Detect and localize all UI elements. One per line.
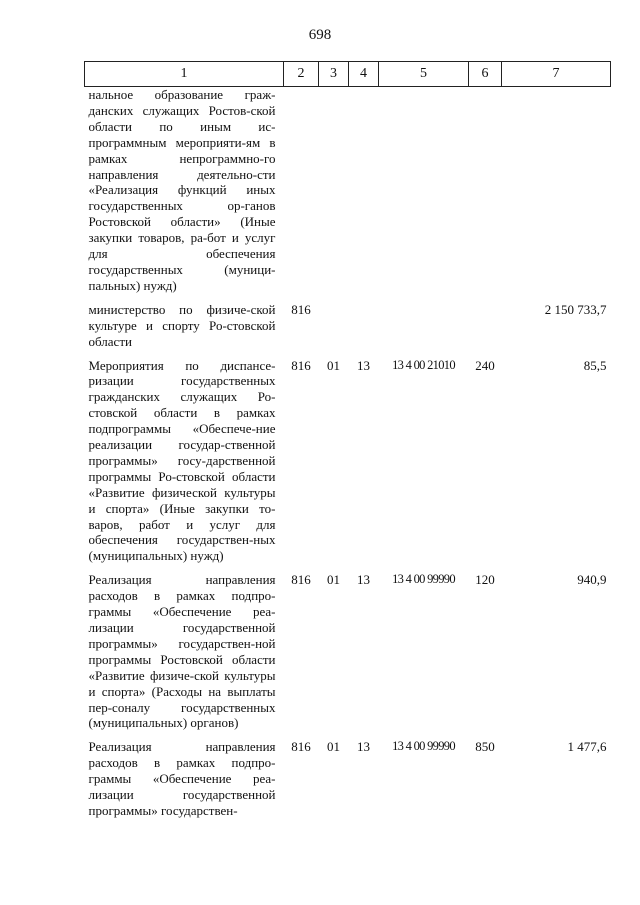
subsection-code — [349, 302, 379, 358]
target-article-code — [379, 87, 469, 302]
column-header: 5 — [379, 62, 469, 87]
table-row — [85, 358, 611, 573]
column-header: 1 — [85, 62, 284, 87]
table-row — [85, 302, 611, 358]
ministry-code: 816 — [291, 357, 311, 373]
section-code — [319, 302, 349, 358]
ministry-code: 816 — [291, 301, 311, 317]
table-row — [85, 739, 611, 819]
expense-type-code: 850 — [475, 739, 495, 755]
ministry-code — [284, 87, 319, 302]
subsection-code: 13 — [357, 739, 370, 755]
table-row — [85, 572, 611, 739]
section-code: 01 — [327, 357, 340, 373]
amount-value: 1 477,6 — [567, 739, 607, 755]
amount-value: 2 150 733,7 — [544, 301, 607, 317]
table-row — [85, 87, 611, 302]
page-number: 698 — [308, 27, 332, 43]
amount-value: 940,9 — [577, 572, 607, 588]
row-description: Реализация направления расходов в рамках подпро-граммы «Обеспечение реа-лизации государственной программы» государствен- — [88, 739, 276, 818]
row-description: нальное образование граж-данских служащих Ростов-ской области по иным ис-программным мероприяти-ям в рамках непрограммно-го направления деятельно-сти «Реализация функций иных государственных ор-ганов Ростовской области» (Иные закупки товаров, ра-бот и услуг для обеспечения государственных (муници-пальных) нужд) — [88, 87, 276, 293]
header-row — [85, 62, 611, 87]
section-code: 01 — [327, 572, 340, 588]
budget-table — [84, 61, 611, 819]
column-header: 2 — [284, 62, 319, 87]
column-header: 6 — [469, 62, 502, 87]
subsection-code — [349, 87, 379, 302]
target-article-code — [379, 302, 469, 358]
column-header: 3 — [319, 62, 349, 87]
subsection-code: 13 — [357, 572, 370, 588]
expense-type-code — [469, 87, 502, 302]
section-code: 01 — [327, 739, 340, 755]
target-article-code: 13 4 00 99990 — [392, 572, 455, 587]
subsection-code: 13 — [357, 357, 370, 373]
target-article-code: 13 4 00 99990 — [392, 739, 455, 754]
expense-type-code: 120 — [475, 572, 495, 588]
target-article-code: 13 4 00 21010 — [392, 357, 455, 372]
expense-type-code: 240 — [475, 357, 495, 373]
row-description: Реализация направления расходов в рамках подпро-граммы «Обеспечение реа-лизации государственной программы» государствен-ной программы Ростовской области «Развитие физиче-ской культуры и спорта» (Расходы на выплаты пер-соналу государственных (муниципальных) органов) — [88, 572, 276, 731]
row-description: Мероприятия по диспансе-ризации государственных гражданских служащих Ро-стовской области в рамках подпрограммы «Обеспече-ние реализации государ-ственной программы» госу-дарственной программы Ро-стовской области «Развитие физической культуры и спорта» (Иные закупки то-варов, работ и услуг для обеспечения государствен-ных (муниципальных) нужд) — [88, 357, 276, 564]
ministry-code: 816 — [291, 572, 311, 588]
column-header: 4 — [349, 62, 379, 87]
expense-type-code — [469, 302, 502, 358]
ministry-code: 816 — [291, 739, 311, 755]
row-description: министерство по физиче-ской культуре и спорту Ро-стовской области — [88, 301, 276, 349]
section-code — [319, 87, 349, 302]
amount-value: 85,5 — [583, 357, 607, 373]
column-header: 7 — [502, 62, 611, 87]
amount-value — [502, 87, 611, 302]
